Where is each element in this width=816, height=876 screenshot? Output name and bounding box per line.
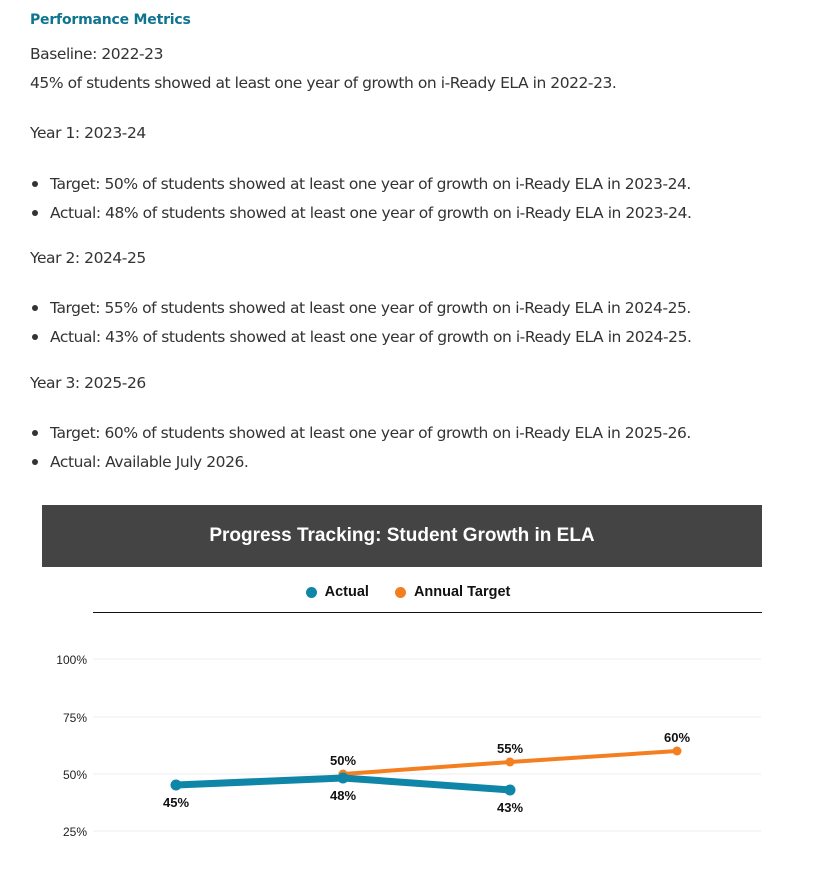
actual-point-2022-23[interactable]	[171, 780, 182, 791]
y-axis-labels	[56, 653, 87, 839]
series-actual	[163, 773, 523, 816]
chart-title: Progress Tracking: Student Growth in ELA	[209, 525, 595, 546]
section-heading: Performance Metrics	[30, 12, 191, 28]
year-2-target: Target: 55% of students showed at least one year of growth on i-Ready ELA in 2024-25.	[30, 298, 692, 327]
actual-point-2024-25[interactable]	[505, 785, 516, 796]
baseline-text: 45% of students showed at least one year of growth on i-Ready ELA in 2022-23.	[30, 74, 617, 92]
actual-label-2023-24: 48%	[329, 788, 357, 803]
baseline-label: Baseline: 2022-23	[30, 45, 163, 63]
year-1-actual: Actual: 48% of students showed at least one year of growth on i-Ready ELA in 2023-24.	[30, 203, 692, 232]
target-point-2024-25[interactable]	[506, 758, 515, 767]
actual-point-2023-24[interactable]	[338, 773, 349, 784]
actual-label-2024-25: 43%	[496, 800, 524, 815]
year-3-actual: Actual: Available July 2026.	[30, 452, 691, 481]
actual-label-2022-23: 45%	[162, 795, 190, 810]
legend-label-target: Annual Target	[413, 584, 511, 600]
year-1-label: Year 1: 2023-24	[30, 124, 146, 142]
target-label-2024-25: 55%	[496, 741, 524, 756]
y-tick-100: 100%	[56, 653, 87, 667]
year-2-actual: Actual: 43% of students showed at least one year of growth on i-Ready ELA in 2024-25.	[30, 327, 692, 356]
y-tick-75: 75%	[62, 711, 87, 725]
series-annual-target	[330, 730, 690, 779]
year-1-target: Target: 50% of students showed at least one year of growth on i-Ready ELA in 2023-24.	[30, 174, 692, 203]
year-3-label: Year 3: 2025-26	[30, 374, 146, 392]
target-point-2025-26[interactable]	[673, 747, 682, 756]
y-tick-50: 50%	[62, 768, 87, 782]
y-tick-25: 25%	[62, 825, 87, 839]
gridlines	[93, 659, 761, 831]
legend-label-actual: Actual	[324, 584, 369, 600]
year-3-target: Target: 60% of students showed at least one year of growth on i-Ready ELA in 2025-26.	[30, 423, 691, 452]
target-label-2023-24: 50%	[329, 753, 357, 768]
year-2-label: Year 2: 2024-25	[30, 249, 146, 267]
target-label-2025-26: 60%	[663, 730, 691, 745]
